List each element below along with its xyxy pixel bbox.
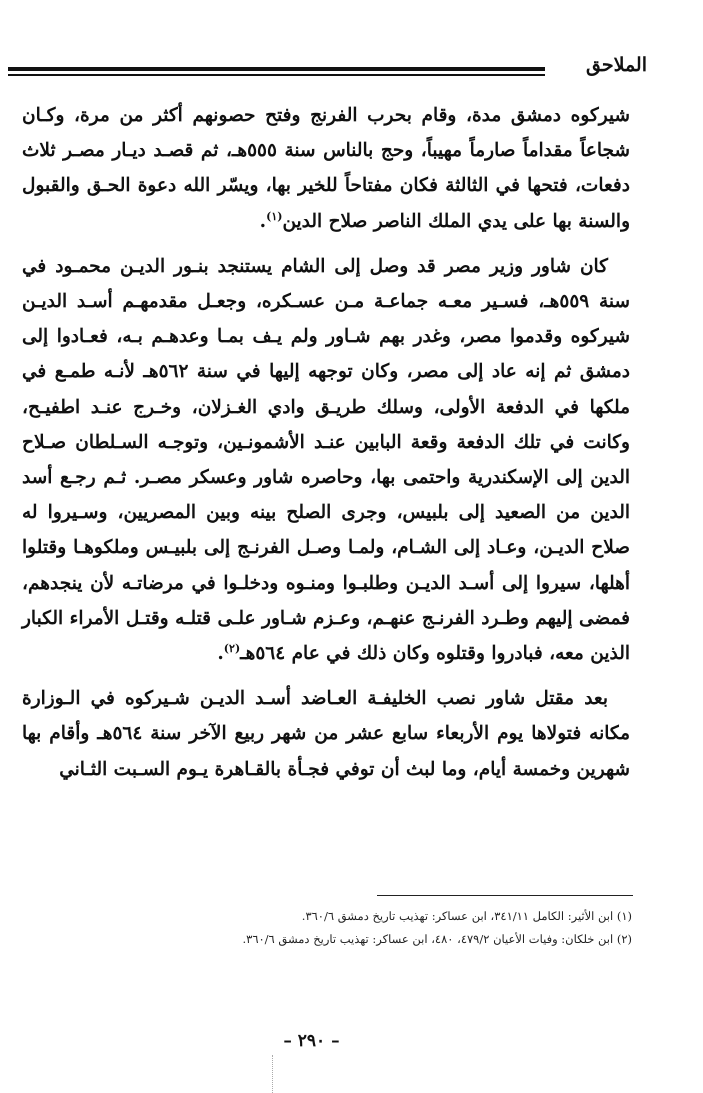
page-number: – ٢٩٠ –	[283, 1031, 340, 1051]
footnote-ref-1[interactable]: (١)	[266, 209, 283, 223]
paragraph-3: بعد مقتل شاور نصب الخليفـة العـاضد أسـد الديـن شـيركوه في الـوزارة مكانه فتولاها يوم الأربعاء سابع عشر من شهر ربيع الآخر سنة ٥٦٤هـ وأقام بها شهرين وخمسة أيام، وما لبث أن توفي فجـأة بالقـاهرة يـوم السـبت الثـاني	[22, 688, 630, 780]
footnote-2: (٢) ابن خلكان: وفيات الأعيان ٤٧٩/٢، ٤٨٠، ابن عساكر: تهذيب تاريخ دمشق ٣٦٠/٦.	[242, 932, 632, 946]
footnote-ref-2[interactable]: (٢)	[223, 641, 241, 655]
gutter-mark	[272, 1055, 274, 1093]
header-rule-thick	[8, 67, 545, 71]
body-text	[22, 98, 630, 787]
chapter-title: الملاحق	[586, 54, 647, 76]
header-rule-thin	[8, 74, 545, 76]
footnotes	[40, 905, 632, 951]
paragraph-2-text: كان شاور وزير مصر قد وصل إلى الشام يستنجد بنـور الديـن محمـود في سنة ٥٥٩هـ، فسـير معـه جماعـة مـن عسـكره، وجعـل مقدمهـم أسـد الديـن شيركوه وقدموا مصر، وغدر بهم شـاور ولم يـف بمـا وعدهـم بـه، فعـادوا إلى دمشق ثم إنه عاد إلى مصر، وكان توجهه إليها في سنة ٥٦٢هـ لأنـه طمـع في ملكها في الدفعة الأولى، وسلك طريـق وادي الغـزلان، وخـرج عنـد اطفيـح، وكانت في تلك الدفعة وقعة البابين عنـد الأشمونـين، وتوجـه السـلطان صـلاح الدين إلى الإسكندرية واحتمى بها، وحاصره شاور وعسكر مصـر. ثـم رجـع أسد الدين من الصعيد إلى بلبيس، وجرى الصلح بينه وبين المصريين، وسـيروا له صلاح الديـن، وعـاد إلى الشـام، ولمـا وصـل الفرنـج إلى بلبيـس وملكوهـا وقتلوا أهلها، سيروا إلى أسـد الديـن وطلبـوا ومنـوه ودخلـوا في مرضاتـه لأن ينجدهم، فمضى إليهم وطـرد الفرنـج عنهـم، وعـزم شـاور علـى قتلـه وقتـل الأمراء الكبار الذين معه، فبادروا وقتلوه وكان ذلك في عام ٥٦٤هـ	[22, 255, 630, 665]
paragraph-1-text: شيركوه دمشق مدة، وقام بحرب الفرنج وفتح حصونهم أكثر من مرة، وكـان شجاعاً مقداماً صارماً مهيباً، وحج بالناس سنة ٥٥٥هـ، ثم قصـد ديـار مصـر ثلاث دفعات، فتحها في الثالثة فكان مفتاحاً للخير بها، ويسّر الله دعوة الحـق والقبول والسنة بها على يدي الملك الناصر صلاح الدين	[22, 105, 631, 232]
paragraph-2	[22, 249, 630, 671]
footnote-1: (١) ابن الأثير: الكامل ٣٤١/١١، ابن عساكر: تهذيب تاريخ دمشق ٣٦٠/٦.	[301, 909, 632, 923]
footnote-separator	[377, 895, 633, 896]
paragraph-2-end: .	[217, 643, 224, 665]
paragraph-1	[22, 98, 630, 239]
paragraph-1-end: .	[259, 210, 267, 232]
running-header	[0, 40, 703, 85]
